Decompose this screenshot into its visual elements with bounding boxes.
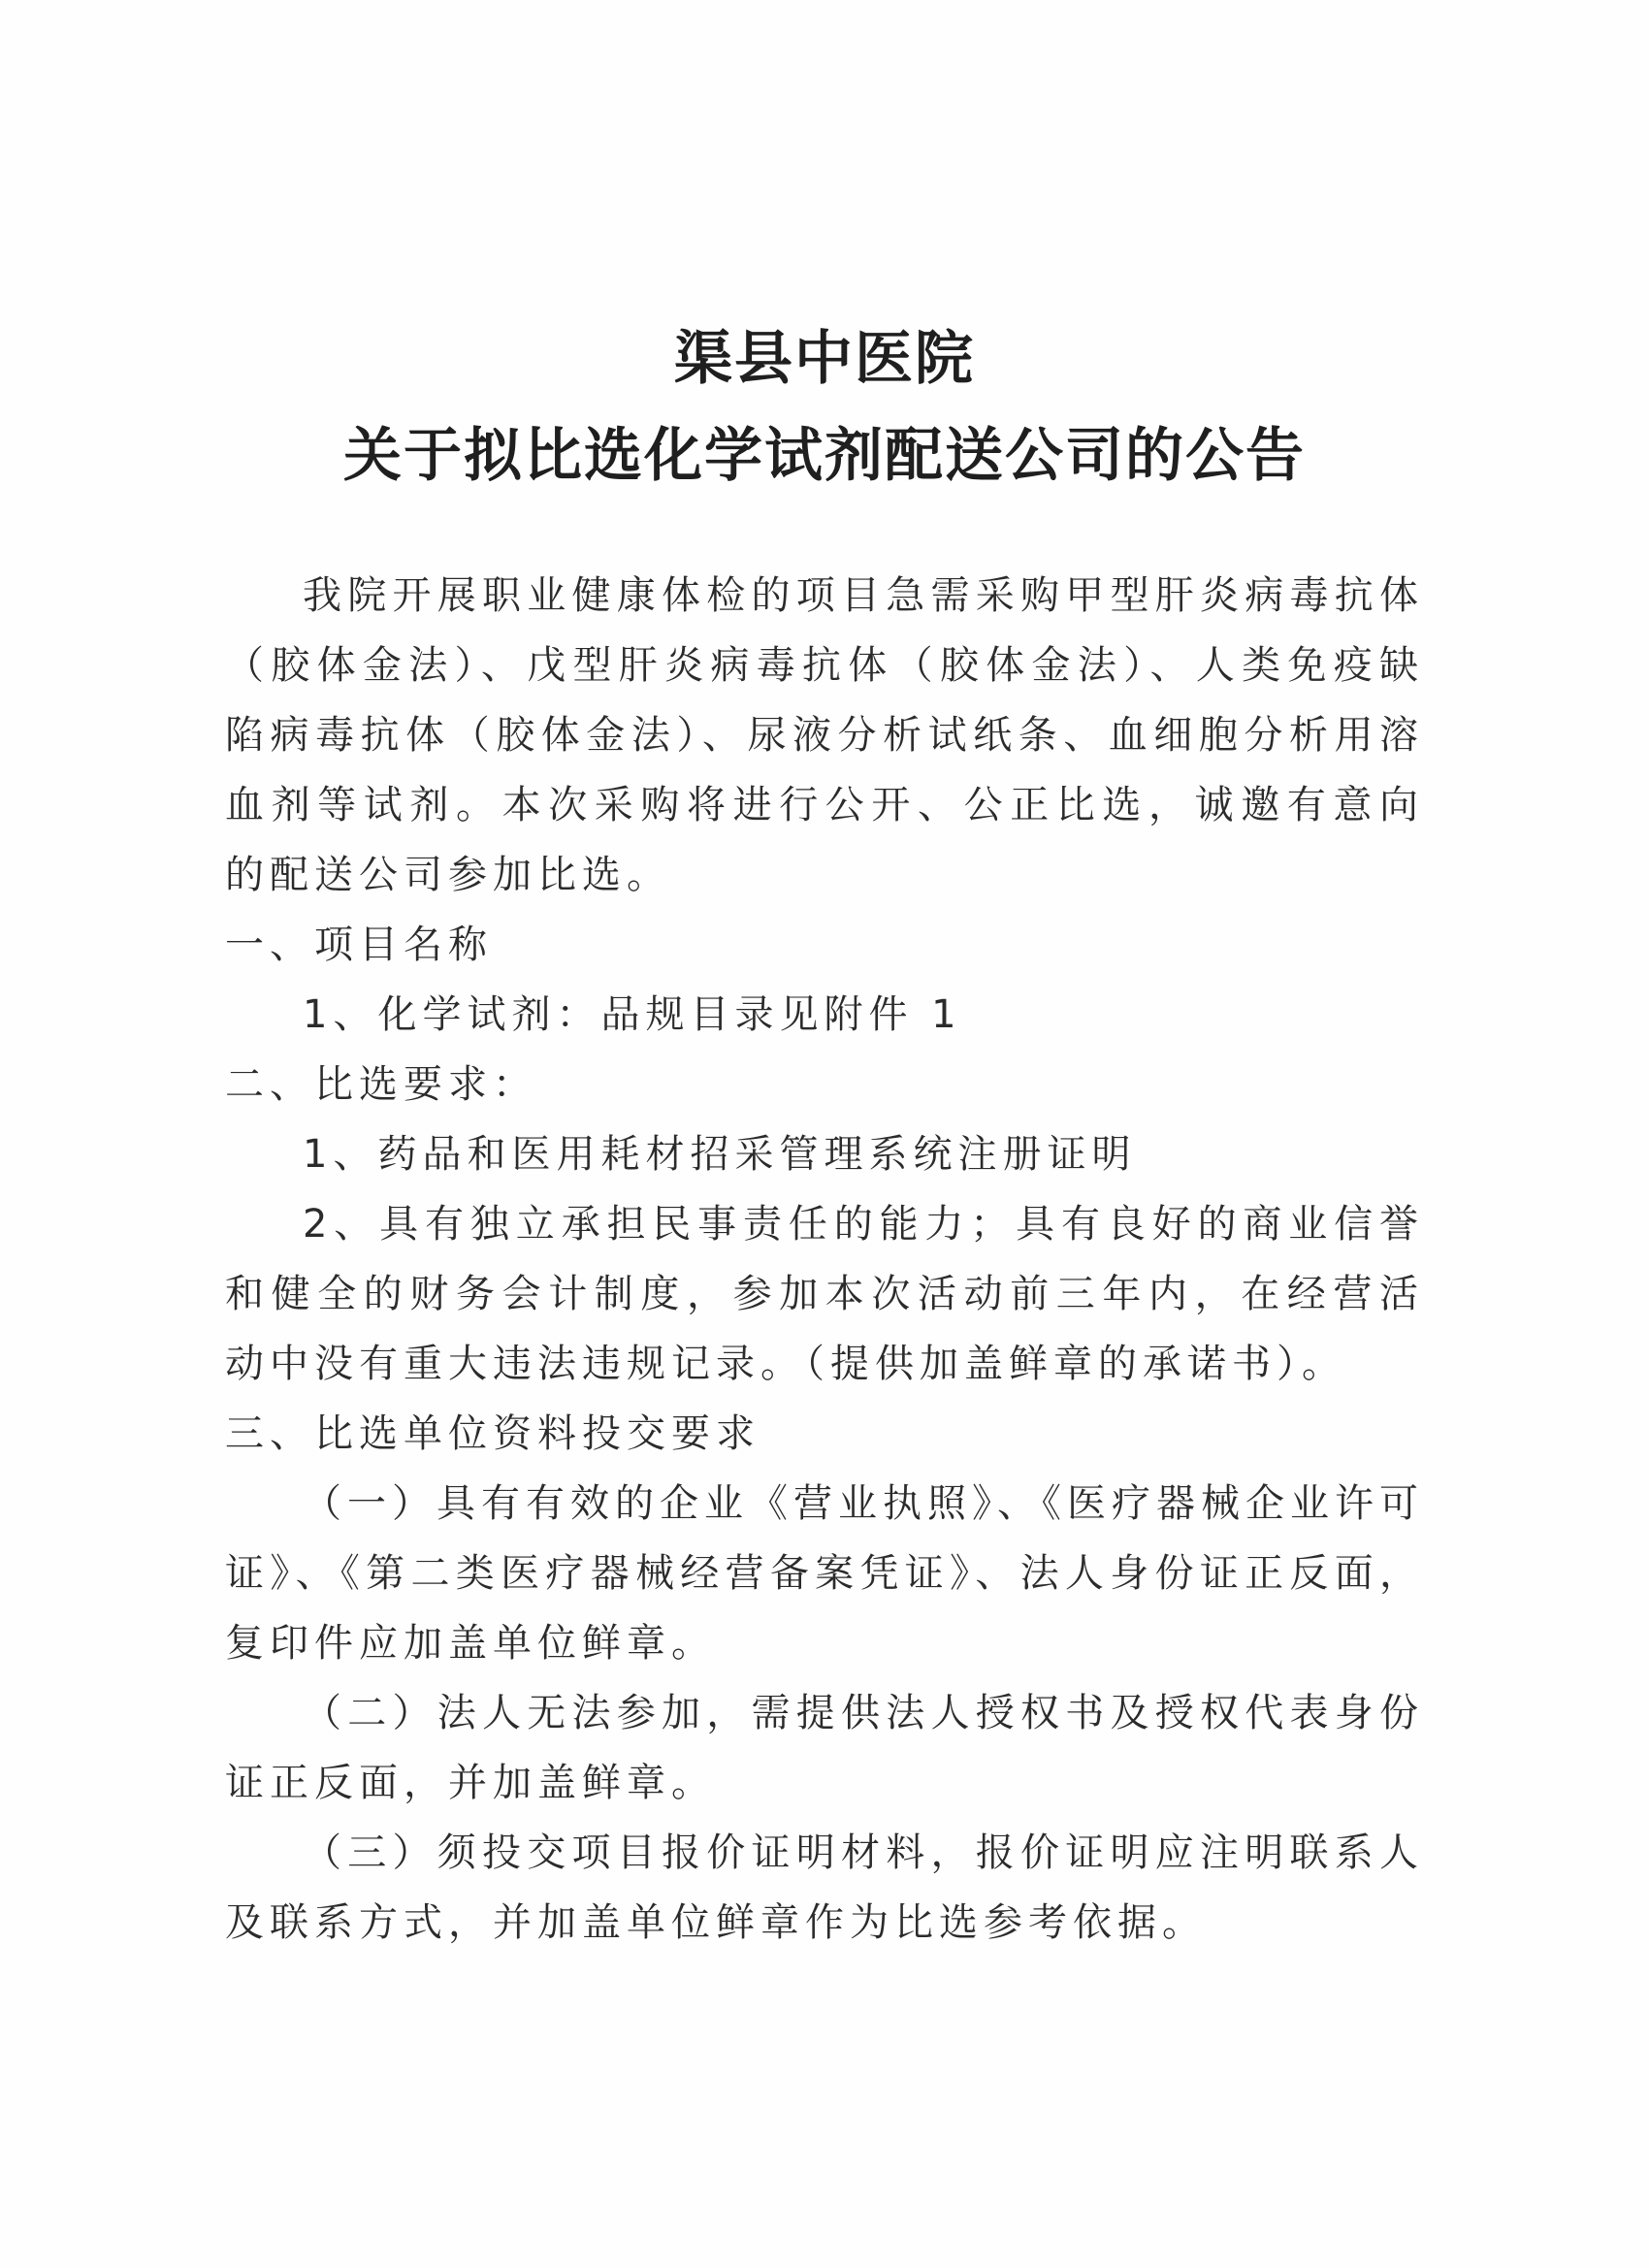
section-heading-requirements: 二、比选要求： (225, 1062, 537, 1107)
requirement-item-1: 1、药品和医用耗材招采管理系统注册证明 (303, 1132, 1137, 1177)
submission-item-1: （一）具有有效的企业《营业执照》、《医疗器械企业许可证》、《第二类医疗器械经营备案凭证》、法人身份证正反面，复印件应加盖单位鲜章。 (225, 1481, 1424, 1666)
submission-item-3: （三）须投交项目报价证明材料，报价证明应注明联系人及联系方式，并加盖单位鲜章作为比选参考依据。 (225, 1831, 1424, 1945)
section-heading-submission: 三、比选单位资料投交要求 (225, 1411, 760, 1456)
project-item-1: 1、化学试剂：品规目录见附件 1 (303, 992, 962, 1037)
section-heading-project-name: 一、项目名称 (225, 923, 493, 967)
requirement-item-2: 2、具有独立承担民事责任的能力；具有良好的商业信誉和健全的财务会计制度，参加本次活动前三年内，在经营活动中没有重大违法违规记录。（提供加盖鲜章的承诺书）。 (225, 1202, 1424, 1386)
document-title (0, 310, 1649, 504)
document-body (225, 561, 1424, 1958)
intro-paragraph: 我院开展职业健康体检的项目急需采购甲型肝炎病毒抗体（胶体金法）、戊型肝炎病毒抗体（胶体金法）、人类免疫缺陷病毒抗体（胶体金法）、尿液分析试纸条、血细胞分析用溶血剂等试剂。本次采购将进行公开、公正比选，诚邀有意向的配送公司参加比选。 (225, 573, 1424, 897)
title-line-subject: 关于拟比选化学试剂配送公司的公告 (343, 422, 1306, 490)
title-line-hospital: 渠县中医院 (674, 325, 975, 393)
submission-item-2: （二）法人无法参加，需提供法人授权书及授权代表身份证正反面，并加盖鲜章。 (225, 1691, 1424, 1805)
